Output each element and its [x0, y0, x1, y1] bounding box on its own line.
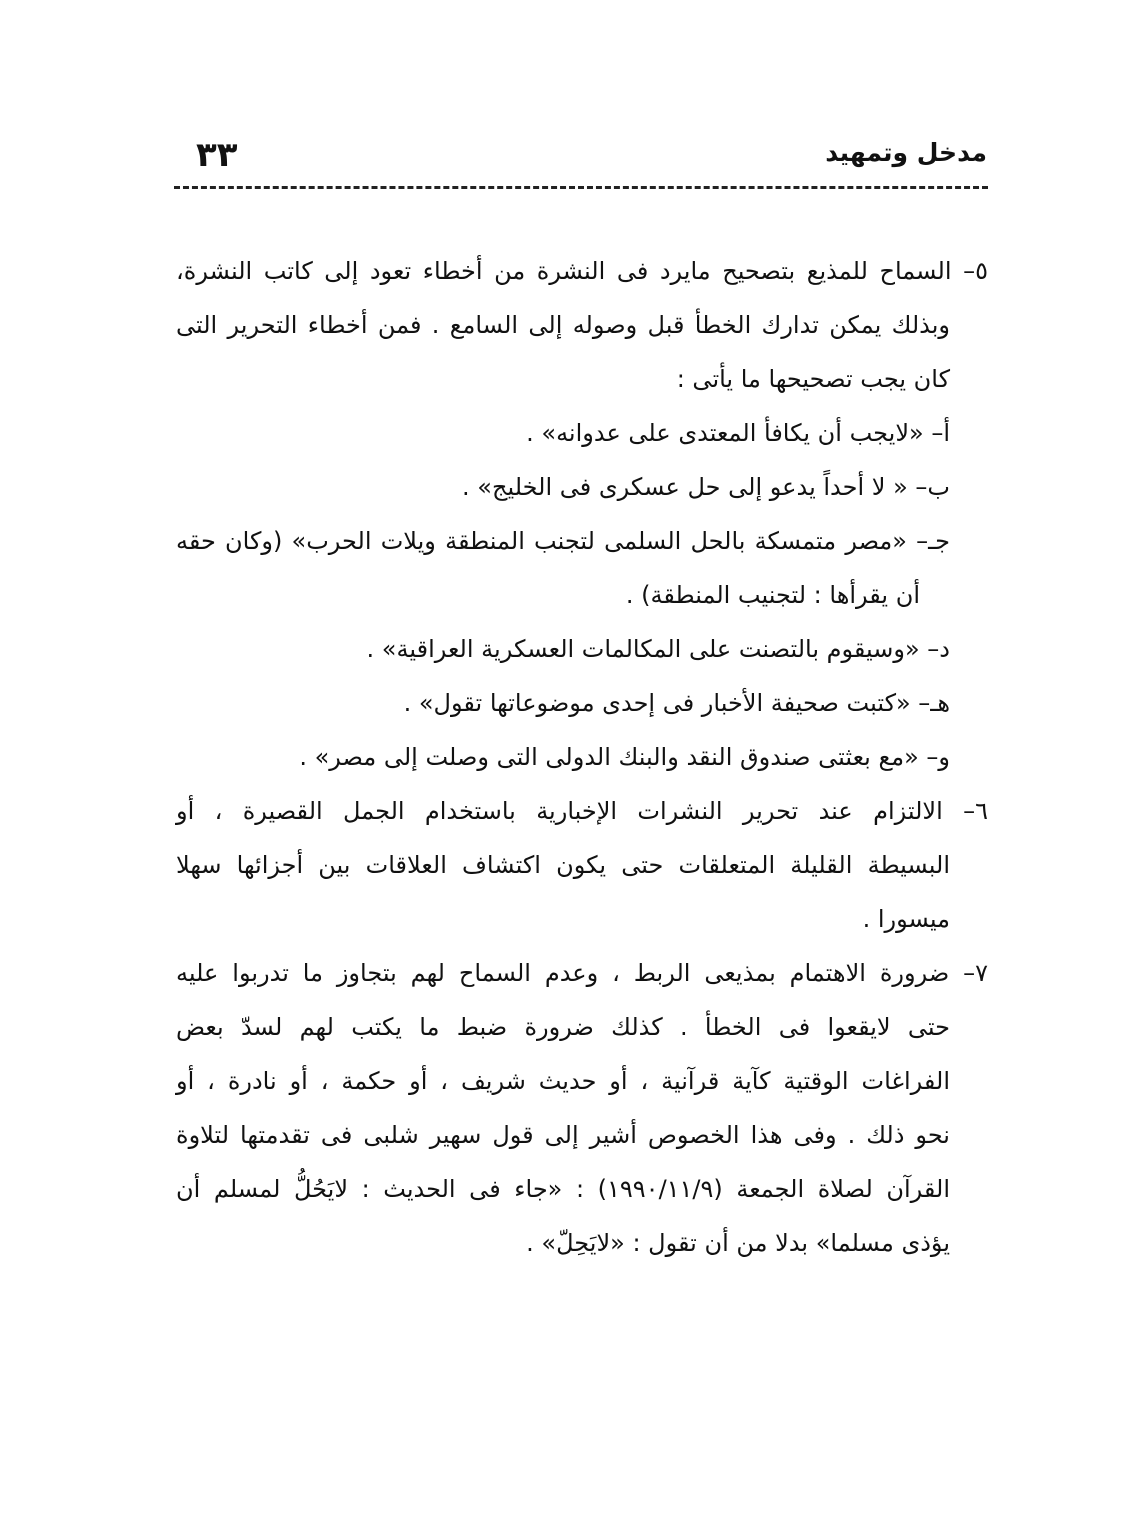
list-item: هـ– «كتبت صحيفة الأخبار فى إحدى موضوعاتها تقول» .: [403, 689, 950, 717]
paragraph-item-6: [176, 784, 988, 946]
list-item: ب– « لا أحداً يدعو إلى حل عسكرى فى الخليج» .: [462, 473, 950, 501]
text-line: كان يجب تصحيحها ما يأتى :: [676, 365, 950, 393]
examples-list: [176, 406, 988, 784]
text-line: يؤذى مسلما» بدلا من أن تقول : «لايَحِلّ» .: [526, 1229, 950, 1257]
list-item: د– «وسيقوم بالتصنت على المكالمات العسكرية العراقية» .: [366, 635, 950, 663]
text-line: حتى لايقعوا فى الخطأ . كذلك ضرورة ضبط ما يكتب لهم لسدّ بعض: [176, 1013, 950, 1041]
header-divider: [174, 186, 988, 189]
list-item: أ– «لايجب أن يكافأ المعتدى على عدوانه» .: [526, 419, 950, 447]
text-line: الفراغات الوقتية كآية قرآنية ، أو حديث شريف ، أو حكمة ، أو نادرة ، أو: [176, 1067, 950, 1095]
text-line: ميسورا .: [862, 905, 950, 933]
page-body: [176, 244, 988, 1270]
text-line: البسيطة القليلة المتعلقات حتى يكون اكتشاف العلاقات بين أجزائها سهلا: [176, 851, 950, 879]
text-line: ٥– السماح للمذيع بتصحيح مايرد فى النشرة من أخطاء تعود إلى كاتب النشرة،: [176, 257, 988, 285]
paragraph-item-5: [176, 244, 988, 406]
list-item-continuation: أن يقرأها : لتجنيب المنطقة) .: [625, 581, 920, 609]
page-header: [0, 0, 1122, 200]
text-line: القرآن لصلاة الجمعة (١٩٩٠/١١/٩) : «جاء فى الحديث : لايَحُلُّ لمسلم أن: [176, 1175, 951, 1203]
text-line: وبذلك يمكن تدارك الخطأ قبل وصوله إلى السامع . فمن أخطاء التحرير التى: [176, 311, 950, 339]
text-line: ٦– الالتزام عند تحرير النشرات الإخبارية باستخدام الجمل القصيرة ، أو: [176, 797, 988, 825]
running-head: مدخل وتمهيد: [825, 138, 987, 167]
list-item: و– «مع بعثتى صندوق النقد والبنك الدولى التى وصلت إلى مصر» .: [299, 743, 950, 771]
text-line: ٧– ضرورة الاهتمام بمذيعى الربط ، وعدم السماح لهم بتجاوز ما تدربوا عليه: [176, 959, 988, 987]
list-item: جـ– «مصر متمسكة بالحل السلمى لتجنب المنطقة ويلات الحرب» (وكان حقه: [176, 527, 950, 555]
paragraph-item-7: [176, 946, 988, 1270]
page-number: ٣٣: [196, 135, 238, 175]
text-line: نحو ذلك . وفى هذا الخصوص أشير إلى قول سهير شلبى فى تقدمتها لتلاوة: [176, 1121, 950, 1149]
